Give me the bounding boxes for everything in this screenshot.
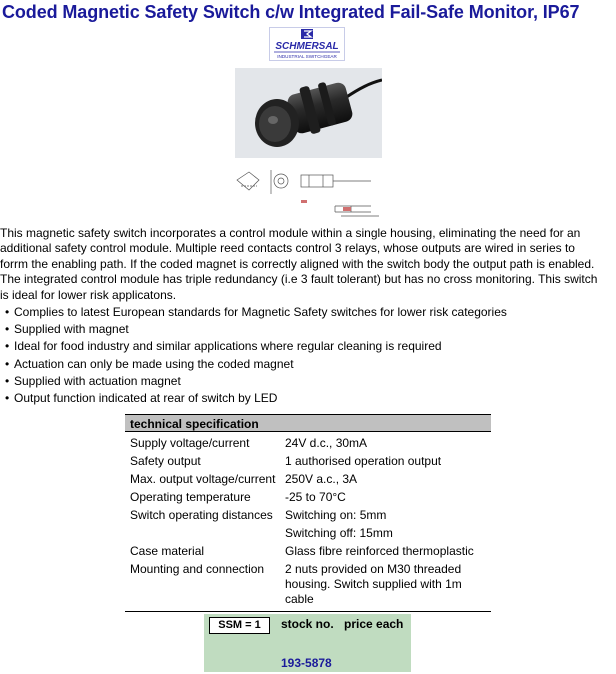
list-item: • Output function indicated at rear of switch by LED bbox=[5, 390, 278, 405]
ssm-badge: SSM = 1 bbox=[209, 617, 270, 634]
spec-label: Max. output voltage/current bbox=[130, 472, 276, 486]
table-row bbox=[125, 542, 491, 560]
table-row bbox=[125, 434, 491, 452]
spec-heading: technical specification bbox=[125, 414, 491, 432]
spec-label: Supply voltage/current bbox=[130, 436, 250, 450]
table-row bbox=[125, 452, 491, 470]
spec-value: 2 nuts provided on M30 threaded housing. Switch supplied with 1m cable bbox=[285, 562, 462, 606]
spec-label: Safety output bbox=[130, 454, 201, 468]
spec-value: Switching off: 15mm bbox=[285, 526, 393, 540]
stock-number-link[interactable]: 193-5878 bbox=[281, 656, 332, 670]
price-label: price each bbox=[344, 617, 404, 631]
spec-value: 250V a.c., 3A bbox=[285, 472, 358, 486]
list-item: • Complies to latest European standards for Magnetic Safety switches for lower risk categories bbox=[5, 305, 507, 319]
feature-list bbox=[3, 304, 615, 407]
schmersal-logo bbox=[269, 27, 345, 61]
dimension-drawing bbox=[231, 166, 386, 222]
stock-label: stock no. bbox=[281, 617, 334, 631]
spec-label: Mounting and connection bbox=[130, 562, 265, 576]
table-row bbox=[125, 470, 491, 488]
description-line: The integrated control module has triple redundancy (i.e 3 fault tolerant) but has no cross monitoring. This switch bbox=[0, 272, 598, 287]
table-row bbox=[125, 524, 491, 542]
description-line: This magnetic safety switch incorporates a control module within a single housing, eliminating the need for an bbox=[0, 226, 581, 240]
spec-label: Case material bbox=[130, 544, 205, 558]
description-line: forrm the enabling path. If the coded magnet is correctly aligned with the switch body the output path is enabled. bbox=[0, 256, 595, 271]
spec-label: Switch operating distances bbox=[130, 508, 273, 522]
bullet-icon: • bbox=[5, 305, 10, 319]
logo-brand: SCHMERSAL bbox=[275, 41, 339, 52]
product-photo bbox=[235, 68, 382, 158]
spec-label: Operating temperature bbox=[130, 490, 251, 504]
spec-value: 1 authorised operation output bbox=[285, 454, 442, 468]
bullet-icon: • bbox=[5, 322, 10, 337]
table-row bbox=[125, 488, 491, 506]
bullet-icon: • bbox=[5, 390, 10, 405]
spec-value: -25 to 70°C bbox=[285, 490, 346, 504]
product-description bbox=[0, 226, 616, 303]
table-row bbox=[125, 506, 491, 524]
spec-value: Switching on: 5mm bbox=[285, 508, 387, 522]
description-line: is ideal for lower risk applicatons. bbox=[0, 287, 177, 302]
list-item: • Ideal for food industry and similar applications where regular cleaning is required bbox=[5, 339, 442, 354]
spec-label bbox=[125, 526, 285, 542]
list-item: • Supplied with actuation magnet bbox=[5, 373, 181, 388]
bullet-icon: • bbox=[5, 339, 10, 354]
spec-value: Glass fibre reinforced thermoplastic bbox=[285, 544, 474, 558]
list-item: • Supplied with magnet bbox=[5, 322, 129, 337]
description-line: additional safety control module. Multiple reed contacts control 3 relays, whose outputs are wired in series to bbox=[0, 241, 575, 256]
table-row bbox=[125, 560, 491, 607]
technical-spec-table bbox=[125, 414, 491, 612]
page-title: Coded Magnetic Safety Switch c/w Integrated Fail-Safe Monitor, IP67 bbox=[2, 2, 580, 22]
bullet-icon: • bbox=[5, 373, 10, 388]
bullet-icon: • bbox=[5, 356, 10, 371]
list-item: • Actuation can only be made using the coded magnet bbox=[5, 356, 294, 371]
spec-value: 24V d.c., 30mA bbox=[285, 436, 368, 450]
stock-panel bbox=[204, 614, 411, 672]
logo-tagline: INDUSTRIAL SWITCHGEAR bbox=[277, 54, 337, 59]
